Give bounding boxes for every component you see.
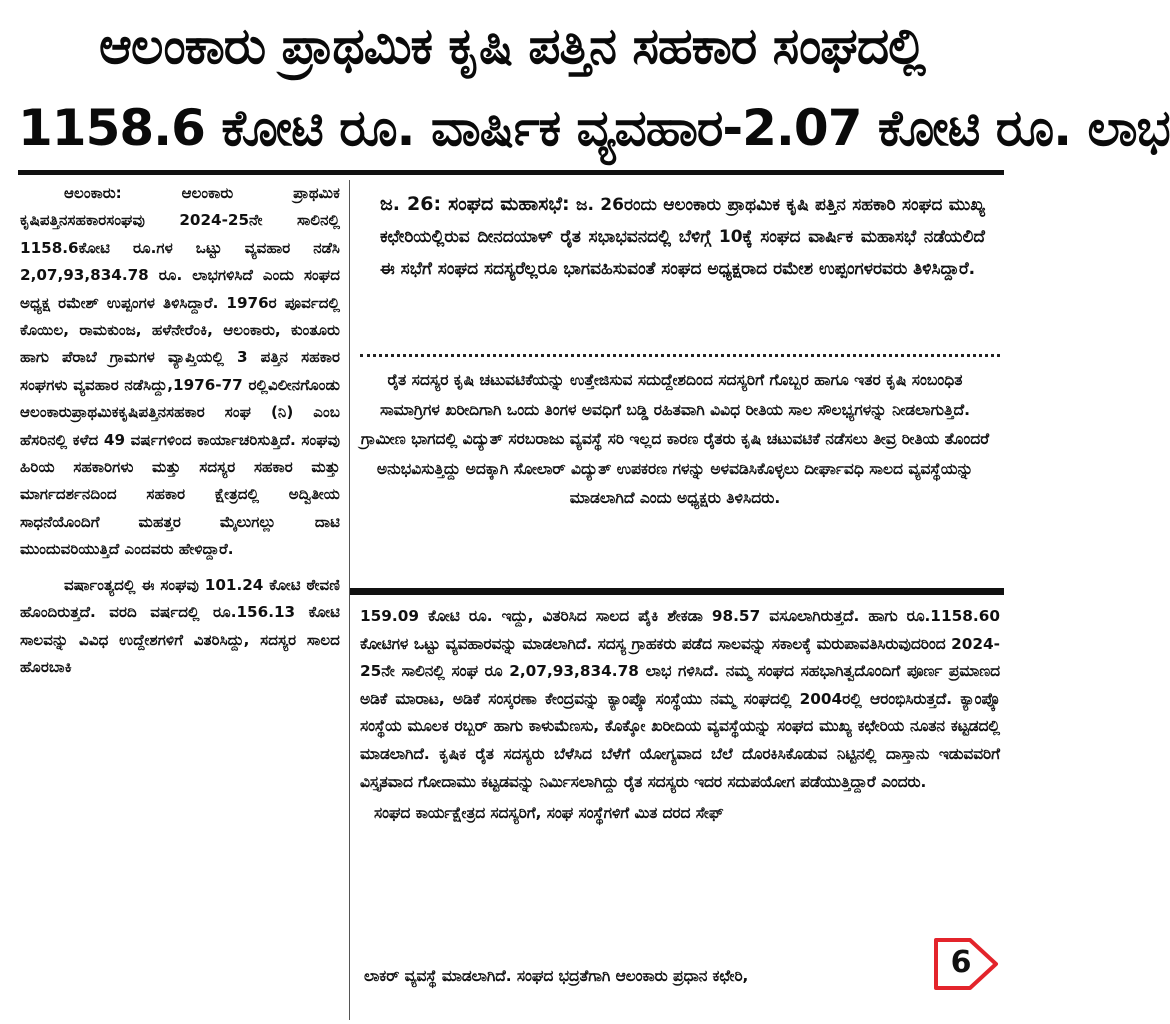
continued-page-number[interactable]: 6 <box>950 945 972 980</box>
headline-rule <box>18 170 1004 175</box>
left-paragraph-2: ವರ್ಷಾಂತ್ಯದಲ್ಲಿ ಈ ಸಂಘವು 101.24 ಕೋಟಿ ಠೇವಣಿ ಹೊಂದಿರುತ್ತದೆ. ವರದಿ ವರ್ಷದಲ್ಲಿ ರೂ.156.13 ಕೋಟಿ ಸಾಲವನ್ನು ವಿವಿಧ ಉದ್ದೇಶಗಳಿಗೆ ವಿತರಿಸಿದ್ದು, ಸದಸ್ಯರ ಸಾಲದ ಹೊರಬಾಕಿ <box>20 575 340 676</box>
column-divider <box>349 180 350 1020</box>
left-paragraph-1: ಆಲಂಕಾರು: ಆಲಂಕಾರು ಪ್ರಾಥಮಿಕ ಕೃಷಿಪತ್ತಿನಸಹಕಾರಸಂಘವು 2024-25ನೇ ಸಾಲಿನಲ್ಲಿ 1158.6ಕೋಟಿ ರೂ.ಗಳ ಒಟ್ಟು ವ್ಯವಹಾರ ನಡೆಸಿ 2,07,93,834.78 ರೂ. ಲಾಭಗಳಿಸಿದೆ ಎಂದು ಸಂಘದ ಅಧ್ಯಕ್ಷ ರಮೇಶ್ ಉಪ್ಪಂಗಳ ತಿಳಿಸಿದ್ದಾರೆ. 1976ರ ಪೂರ್ವದಲ್ಲಿ ಕೊಯಿಲ, ರಾಮಕುಂಜ, ಹಳೆನೇರೆಂಕಿ, ಆಲಂಕಾರು, ಕುಂತೂರು ಹಾಗು ಪೆರಾಬೆ ಗ್ರಾಮಗಳ ವ್ಯಾಪ್ತಿಯಲ್ಲಿ 3 ಪತ್ತಿನ ಸಹಕಾರ ಸಂಘಗಳು ವ್ಯವಹಾರ ನಡೆಸಿದ್ದು,1976-77 ರಲ್ಲಿವಿಲೀನಗೊಂಡು ಆಲಂಕಾರುಪ್ರಾಥಮಿಕಕೃಷಿಪತ್ತಿನಸಹಕಾರ ಸಂಘ (ನಿ) ಎಂಬ ಹೆಸರಿನಲ್ಲಿ ಕಳೆದ 49 ವರ್ಷಗಳಿಂದ ಕಾರ್ಯಾಚರಿಸುತ್ತಿದೆ. ಸಂಘವು ಹಿರಿಯ ಸಹಕಾರಿಗಳು ಮತ್ತು ಸದಸ್ಯರ ಸಹಕಾರ ಮತ್ತು ಮಾರ್ಗದರ್ಶನದಿಂದ ಸಹಕಾರ ಕ್ಷೇತ್ರದಲ್ಲಿ ಅದ್ವಿತೀಯ ಸಾಧನೆಯೊಂದಿಗೆ ಮಹತ್ತರ ಮೈಲುಗಲ್ಲು ದಾಟಿ ಮುಂದುವರಿಯುತ್ತಿದೆ ಎಂದವರು ಹೇಳಿದ್ದಾರೆ. <box>20 184 340 559</box>
lower-paragraph-3: ಲಾಕರ್ ವ್ಯವಸ್ಥೆ ಮಾಡಲಾಗಿದೆ. ಸಂಘದ ಭದ್ರತೆಗಾಗಿ ಆಲಂಕಾರು ಪ್ರಧಾನ ಕಛೇರಿ, <box>364 967 749 985</box>
highlight-paragraph: ರೈತ ಸದಸ್ಯರ ಕೃಷಿ ಚಟುವಟಿಕೆಯನ್ನು ಉತ್ತೇಜಿಸುವ ಸದುದ್ದೇಶದಿಂದ ಸದಸ್ಯರಿಗೆ ಗೊಬ್ಬರ ಹಾಗೂ ಇತರ ಕೃಷಿ ಸಂಬಂಧಿತ ಸಾಮಾಗ್ರಿಗಳ ಖರೀದಿಗಾಗಿ ಒಂದು ತಿಂಗಳ ಅವಧಿಗೆ ಬಡ್ಡಿ ರಹಿತವಾಗಿ ವಿವಿಧ ರೀತಿಯ ಸಾಲ ಸೌಲಭ್ಯಗಳನ್ನು ನೀಡಲಾಗುತ್ತಿದೆ. ಗ್ರಾಮೀಣ ಭಾಗದಲ್ಲಿ ವಿದ್ಯುತ್ ಸರಬರಾಜು ವ್ಯವಸ್ಥೆ ಸರಿ ಇಲ್ಲದ ಕಾರಣ ರೈತರು ಕೃಷಿ ಚಟುವಟಿಕೆ ನಡೆಸಲು ತೀವ್ರ ರೀತಿಯ ತೊಂದರೆ ಅನುಭವಿಸುತ್ತಿದ್ದು ಅದಕ್ಕಾಗಿ ಸೋಲಾರ್ ವಿದ್ಯುತ್ ಉಪಕರಣ ಗಳನ್ನು ಅಳವಡಿಸಿಕೊಳ್ಳಲು ದೀರ್ಘಾವಧಿ ಸಾಲದ ವ್ಯವಸ್ಥೆಯನ್ನು ಮಾಡಲಾಗಿದೆ ಎಂದು ಅಧ್ಯಕ್ಷರು ತಿಳಿಸಿದರು. <box>360 371 990 507</box>
section-rule <box>350 588 1004 595</box>
dotted-divider <box>360 354 1000 357</box>
headline <box>18 6 1170 170</box>
lower-paragraph-1: 159.09 ಕೋಟಿ ರೂ. ಇದ್ದು, ವಿತರಿಸಿದ ಸಾಲದ ಪೈಕಿ ಶೇಕಡಾ 98.57 ವಸೂಲಾಗಿರುತ್ತದೆ. ಹಾಗು ರೂ.1158.60 ಕೋಟಿಗಳ ಒಟ್ಟು ವ್ಯವಹಾರವನ್ನು ಮಾಡಲಾಗಿದೆ. ಸದಸ್ಯ ಗ್ರಾಹಕರು ಪಡೆದ ಸಾಲವನ್ನು ಸಕಾಲಕ್ಕೆ ಮರುಪಾವತಿಸಿರುವುದರಿಂದ 2024-25ನೇ ಸಾಲಿನಲ್ಲಿ ಸಂಘ ರೂ 2,07,93,834.78 ಲಾಭ ಗಳಿಸಿದೆ. ನಮ್ಮ ಸಂಘದ ಸಹಭಾಗಿತ್ವದೊಂದಿಗೆ ಪೂರ್ಣ ಪ್ರಮಾಣದ ಅಡಿಕೆ ಮಾರಾಟ, ಅಡಿಕೆ ಸಂಸ್ಕರಣಾ ಕೇಂದ್ರವನ್ನು ಕ್ಯಾಂಪ್ಕೊ ಸಂಸ್ಥೆಯು ನಮ್ಮ ಸಂಘದಲ್ಲಿ 2004ರಲ್ಲಿ ಆರಂಭಿಸಿರುತ್ತದೆ. ಕ್ಯಾಂಪ್ಕೊ ಸಂಸ್ಥೆಯ ಮೂಲಕ ರಬ್ಬರ್ ಹಾಗು ಕಾಳುಮೆಣಸು, ಕೊಕ್ಕೋ ಖರೀದಿಯ ವ್ಯವಸ್ಥೆಯನ್ನು ಸಂಘದ ಮುಖ್ಯ ಕಛೇರಿಯ ನೂತನ ಕಟ್ಟಡದಲ್ಲಿ ಮಾಡಲಾಗಿದೆ. ಕೃಷಿಕ ರೈತ ಸದಸ್ಯರು ಬೆಳೆಸಿದ ಬೆಳೆಗೆ ಯೋಗ್ಯವಾದ ಬೆಲೆ ದೊರಕಿಸಿಕೊಡುವ ನಿಟ್ಟಿನಲ್ಲಿ ದಾಸ್ತಾನು ಇಡುವವರಿಗೆ ವಿಸ್ತೃತವಾದ ಗೋದಾಮು ಕಟ್ಟಡವನ್ನು ನಿರ್ಮಿಸಲಾಗಿದ್ದು ರೈತ ಸದಸ್ಯರು ಇದರ ಸದುಪಯೋಗ ಪಡೆಯುತ್ತಿದ್ದಾರೆ ಎಂದರು. <box>360 607 1000 791</box>
meeting-notice-kicker: ಜ. 26: ಸಂಘದ ಮಹಾಸಭೆ: <box>380 193 570 215</box>
lower-paragraph-2: ಸಂಘದ ಕಾರ್ಯಕ್ಷೇತ್ರದ ಸದಸ್ಯರಿಗೆ, ಸಂಘ ಸಂಸ್ಥೆಗಳಿಗೆ ಮಿತ ದರದ ಸೇಫ್ <box>374 804 724 823</box>
headline-line-2: 1158.6 ಕೋಟಿ ರೂ. ವಾರ್ಷಿಕ ವ್ಯವಹಾರ-2.07 ಕೋಟಿ ರೂ. ಲಾಭ <box>18 99 1170 157</box>
lower-column <box>360 603 1000 828</box>
headline-line-1: ಆಲಂಕಾರು ಪ್ರಾಥಮಿಕ ಕೃಷಿ ಪತ್ತಿನ ಸಹಕಾರ ಸಂಘದಲ್ಲಿ <box>99 17 925 75</box>
left-column <box>20 180 340 1020</box>
meeting-notice <box>380 188 985 285</box>
meeting-notice-text: ಜ. 26ರಂದು ಆಲಂಕಾರು ಪ್ರಾಥಮಿಕ ಕೃಷಿ ಪತ್ತಿನ ಸಹಕಾರಿ ಸಂಘದ ಮುಖ್ಯ ಕಛೇರಿಯಲ್ಲಿರುವ ದೀನದಯಾಳ್ ರೈತ ಸಭಾಭವನದಲ್ಲಿ ಬೆಳಿಗ್ಗೆ 10ಕ್ಕೆ ಸಂಘದ ವಾರ್ಷಿಕ ಮಹಾಸಭೆ ನಡೆಯಲಿದೆ ಈ ಸಭೆಗೆ ಸಂಘದ ಸದಸ್ಯರೆಲ್ಲರೂ ಭಾಗವಹಿಸುವಂತೆ ಸಂಘದ ಅಧ್ಯಕ್ಷರಾದ ರಮೇಶ ಉಪ್ಪಂಗಳರವರು ತಿಳಿಸಿದ್ದಾರೆ. <box>380 195 985 279</box>
